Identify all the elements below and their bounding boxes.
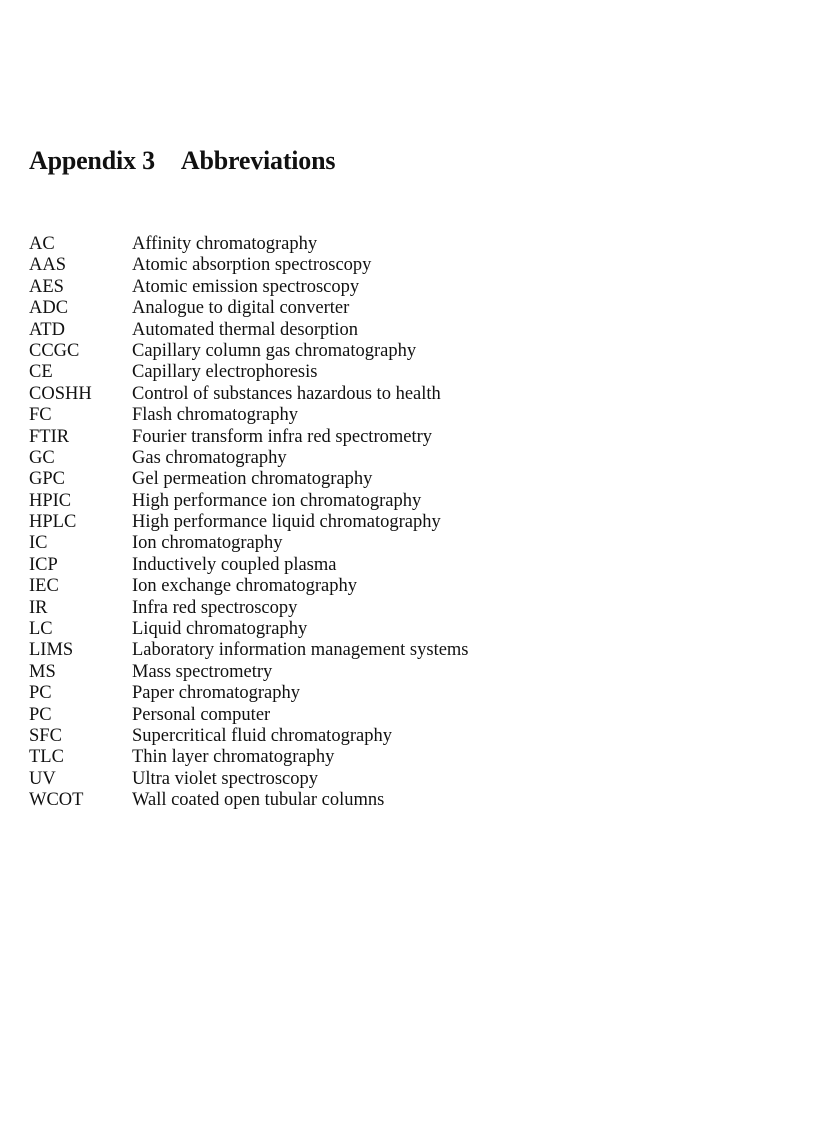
- abbreviation-term: IC: [29, 533, 48, 554]
- abbreviation-term: LIMS: [29, 640, 74, 661]
- abbreviation-term: ICP: [29, 554, 58, 575]
- abbreviation-term: LC: [29, 619, 53, 640]
- abbreviation-definition: Thin layer chromatography: [132, 747, 335, 768]
- list-item: [29, 705, 469, 726]
- abbreviation-definition: Control of substances hazardous to health: [132, 383, 441, 404]
- abbreviation-term: MS: [29, 661, 56, 682]
- abbreviation-definition: Fourier transform infra red spectrometry: [132, 426, 433, 447]
- abbreviation-definition: Gel permeation chromatography: [132, 469, 373, 490]
- list-item: [29, 298, 469, 319]
- list-item: [29, 427, 469, 448]
- abbreviation-definition: Wall coated open tubular columns: [132, 790, 385, 811]
- abbreviation-definition: Gas chromatography: [132, 447, 287, 468]
- abbreviation-definition: Mass spectrometry: [132, 661, 273, 682]
- abbreviation-term: UV: [29, 768, 56, 789]
- abbreviation-definition: Affinity chromatography: [132, 234, 318, 254]
- page-title: [29, 146, 335, 176]
- list-item: [29, 598, 469, 619]
- abbreviation-definition: Infra red spectroscopy: [132, 597, 298, 618]
- abbreviation-term: IEC: [29, 576, 59, 597]
- list-item: [29, 277, 469, 298]
- abbreviation-definition: Personal computer: [132, 704, 271, 725]
- list-item: [29, 234, 469, 255]
- list-item: [29, 512, 469, 533]
- abbreviation-definition: Paper chromatography: [132, 683, 300, 704]
- abbreviation-term: CE: [29, 362, 53, 383]
- abbreviation-term: AES: [29, 276, 64, 297]
- abbreviation-term: ATD: [29, 319, 65, 340]
- abbreviation-term: COSHH: [29, 383, 92, 404]
- abbreviation-definition: Supercritical fluid chromatography: [132, 725, 392, 746]
- list-item: [29, 662, 469, 683]
- list-item: [29, 255, 469, 276]
- abbreviation-term: CCGC: [29, 340, 80, 361]
- abbreviation-definition: Automated thermal desorption: [132, 319, 359, 340]
- list-item: [29, 683, 469, 704]
- abbreviation-definition: Capillary column gas chromatography: [132, 340, 417, 361]
- abbreviation-term: PC: [29, 704, 52, 725]
- abbreviation-definition: Flash chromatography: [132, 405, 298, 426]
- abbreviation-term: SFC: [29, 725, 62, 746]
- abbreviation-term: GC: [29, 447, 55, 468]
- abbreviation-definition: Laboratory information management systems: [132, 640, 469, 661]
- list-item: [29, 405, 469, 426]
- abbreviation-term: FTIR: [29, 426, 70, 447]
- abbreviation-definition: Atomic emission spectroscopy: [132, 276, 360, 297]
- list-item: [29, 362, 469, 383]
- abbreviation-list: [29, 234, 469, 812]
- abbreviation-definition: Analogue to digital converter: [132, 298, 350, 319]
- abbreviation-term: FC: [29, 405, 52, 426]
- list-item: [29, 555, 469, 576]
- list-item: [29, 533, 469, 554]
- abbreviation-definition: Atomic absorption spectroscopy: [132, 255, 372, 276]
- list-item: [29, 747, 469, 768]
- list-item: [29, 619, 469, 640]
- list-item: [29, 769, 469, 790]
- list-item: [29, 576, 469, 597]
- abbreviation-definition: High performance liquid chromatography: [132, 512, 441, 533]
- abbreviation-term: PC: [29, 683, 52, 704]
- list-item: [29, 320, 469, 341]
- abbreviation-term: TLC: [29, 747, 64, 768]
- abbreviation-term: GPC: [29, 469, 65, 490]
- abbreviation-definition: Liquid chromatography: [132, 619, 308, 640]
- abbreviation-definition: Ultra violet spectroscopy: [132, 768, 318, 789]
- abbreviation-term: ADC: [29, 298, 69, 319]
- list-item: [29, 790, 469, 811]
- abbreviation-term: HPIC: [29, 490, 72, 511]
- abbreviation-definition: Ion chromatography: [132, 533, 283, 554]
- list-item: [29, 469, 469, 490]
- list-item: [29, 448, 469, 469]
- list-item: [29, 341, 469, 362]
- abbreviation-term: AC: [29, 234, 55, 254]
- list-item: [29, 491, 469, 512]
- abbreviation-term: HPLC: [29, 512, 77, 533]
- list-item: [29, 726, 469, 747]
- appendix-label: Appendix 3: [29, 146, 155, 175]
- list-item: [29, 384, 469, 405]
- abbreviation-definition: Inductively coupled plasma: [132, 554, 337, 575]
- abbreviation-term: AAS: [29, 255, 67, 276]
- section-title: Abbreviations: [180, 146, 336, 175]
- list-item: [29, 640, 469, 661]
- abbreviation-term: WCOT: [29, 790, 84, 811]
- abbreviation-definition: High performance ion chromatography: [132, 490, 422, 511]
- abbreviation-definition: Ion exchange chromatography: [132, 576, 357, 597]
- abbreviation-definition: Capillary electrophoresis: [132, 362, 318, 383]
- abbreviation-term: IR: [29, 597, 48, 618]
